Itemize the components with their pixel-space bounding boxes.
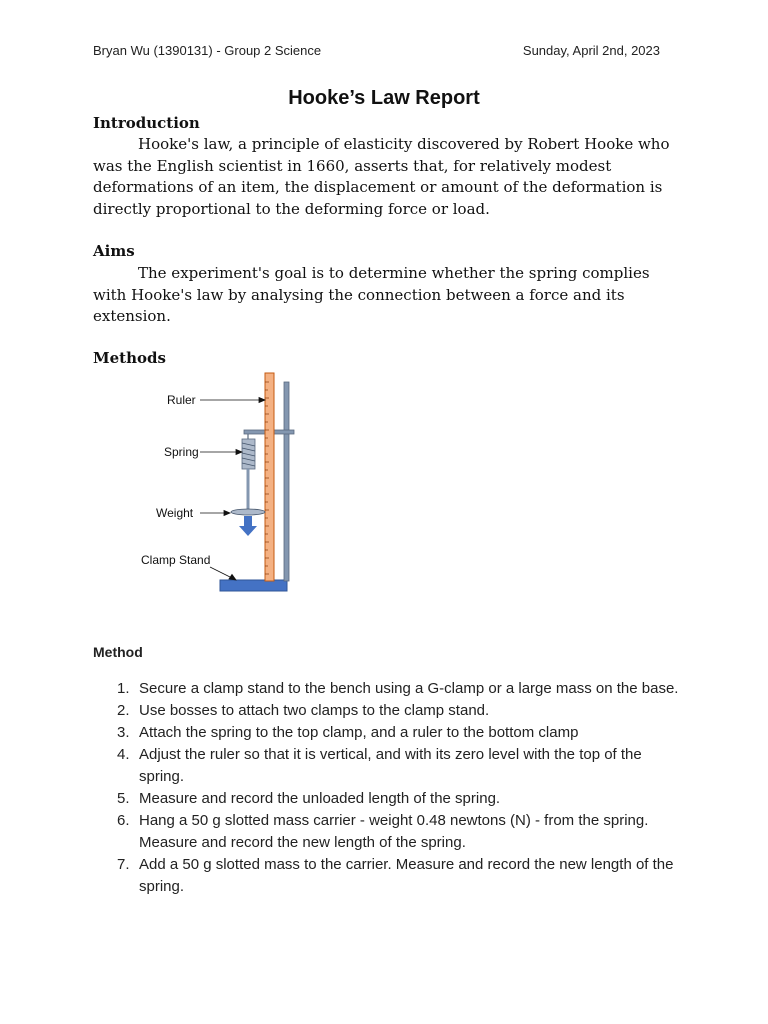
step-text: Use bosses to attach two clamps to the clamp stand. (139, 702, 490, 719)
step-text: Attach the spring to the top clamp, and a ruler to the bottom clamp (139, 724, 579, 741)
step-text: Secure a clamp stand to the bench using a G-clamp or a large mass on the base. (139, 680, 679, 697)
step-number: 7. (117, 856, 130, 873)
methods-heading: Methods (93, 349, 166, 367)
step-number: 5. (117, 790, 130, 807)
header-date: Sunday, April 2nd, 2023 (522, 43, 660, 58)
apparatus-diagram (140, 370, 310, 600)
list-item (93, 678, 683, 700)
stand-rod (284, 382, 289, 581)
stand-base (220, 580, 287, 591)
step-text: Hang a 50 g slotted mass carrier - weight 0.48 newtons (N) - from the spring. Measure and record the new length of the spring. (139, 812, 649, 851)
label-ruler: Ruler (167, 393, 196, 407)
list-item (93, 700, 683, 722)
header-author: Bryan Wu (1390131) - Group 2 Science (93, 43, 322, 58)
list-item (93, 744, 683, 788)
aims-text: The experiment's goal is to determine whether the spring complies with Hooke's law by analysing the connection between a force and its extension. (93, 264, 650, 325)
label-clamp-stand: Clamp Stand (141, 553, 211, 567)
step-number: 3. (117, 724, 130, 741)
list-item (93, 854, 683, 898)
label-weight: Weight (156, 506, 194, 520)
list-item (93, 810, 683, 854)
step-number: 2. (117, 702, 130, 719)
step-text: Add a 50 g slotted mass to the carrier. Measure and record the new length of the spring. (139, 856, 674, 895)
step-number: 1. (117, 680, 130, 697)
force-arrow (239, 516, 257, 536)
introduction-text: Hooke's law, a principle of elasticity discovered by Robert Hooke who was the English scientist in 1660, asserts that, for relatively modest deformations of an item, the displacement or amount of the deformation is directly proportional to the deforming force or load. (93, 135, 670, 218)
step-text: Measure and record the unloaded length of the spring. (139, 790, 501, 807)
introduction-heading: Introduction (93, 114, 200, 132)
method-heading: Method (93, 644, 143, 660)
step-number: 4. (117, 746, 130, 763)
weight-disc (231, 509, 265, 515)
aims-heading: Aims (93, 242, 135, 260)
page-title: Hooke’s Law Report (288, 87, 480, 109)
step-text: Adjust the ruler so that it is vertical, and with its zero level with the top of the spring. (139, 746, 642, 785)
list-item (93, 788, 683, 810)
list-item (93, 722, 683, 744)
label-spring: Spring (164, 445, 199, 459)
step-number: 6. (117, 812, 130, 829)
method-steps-list (93, 678, 683, 898)
